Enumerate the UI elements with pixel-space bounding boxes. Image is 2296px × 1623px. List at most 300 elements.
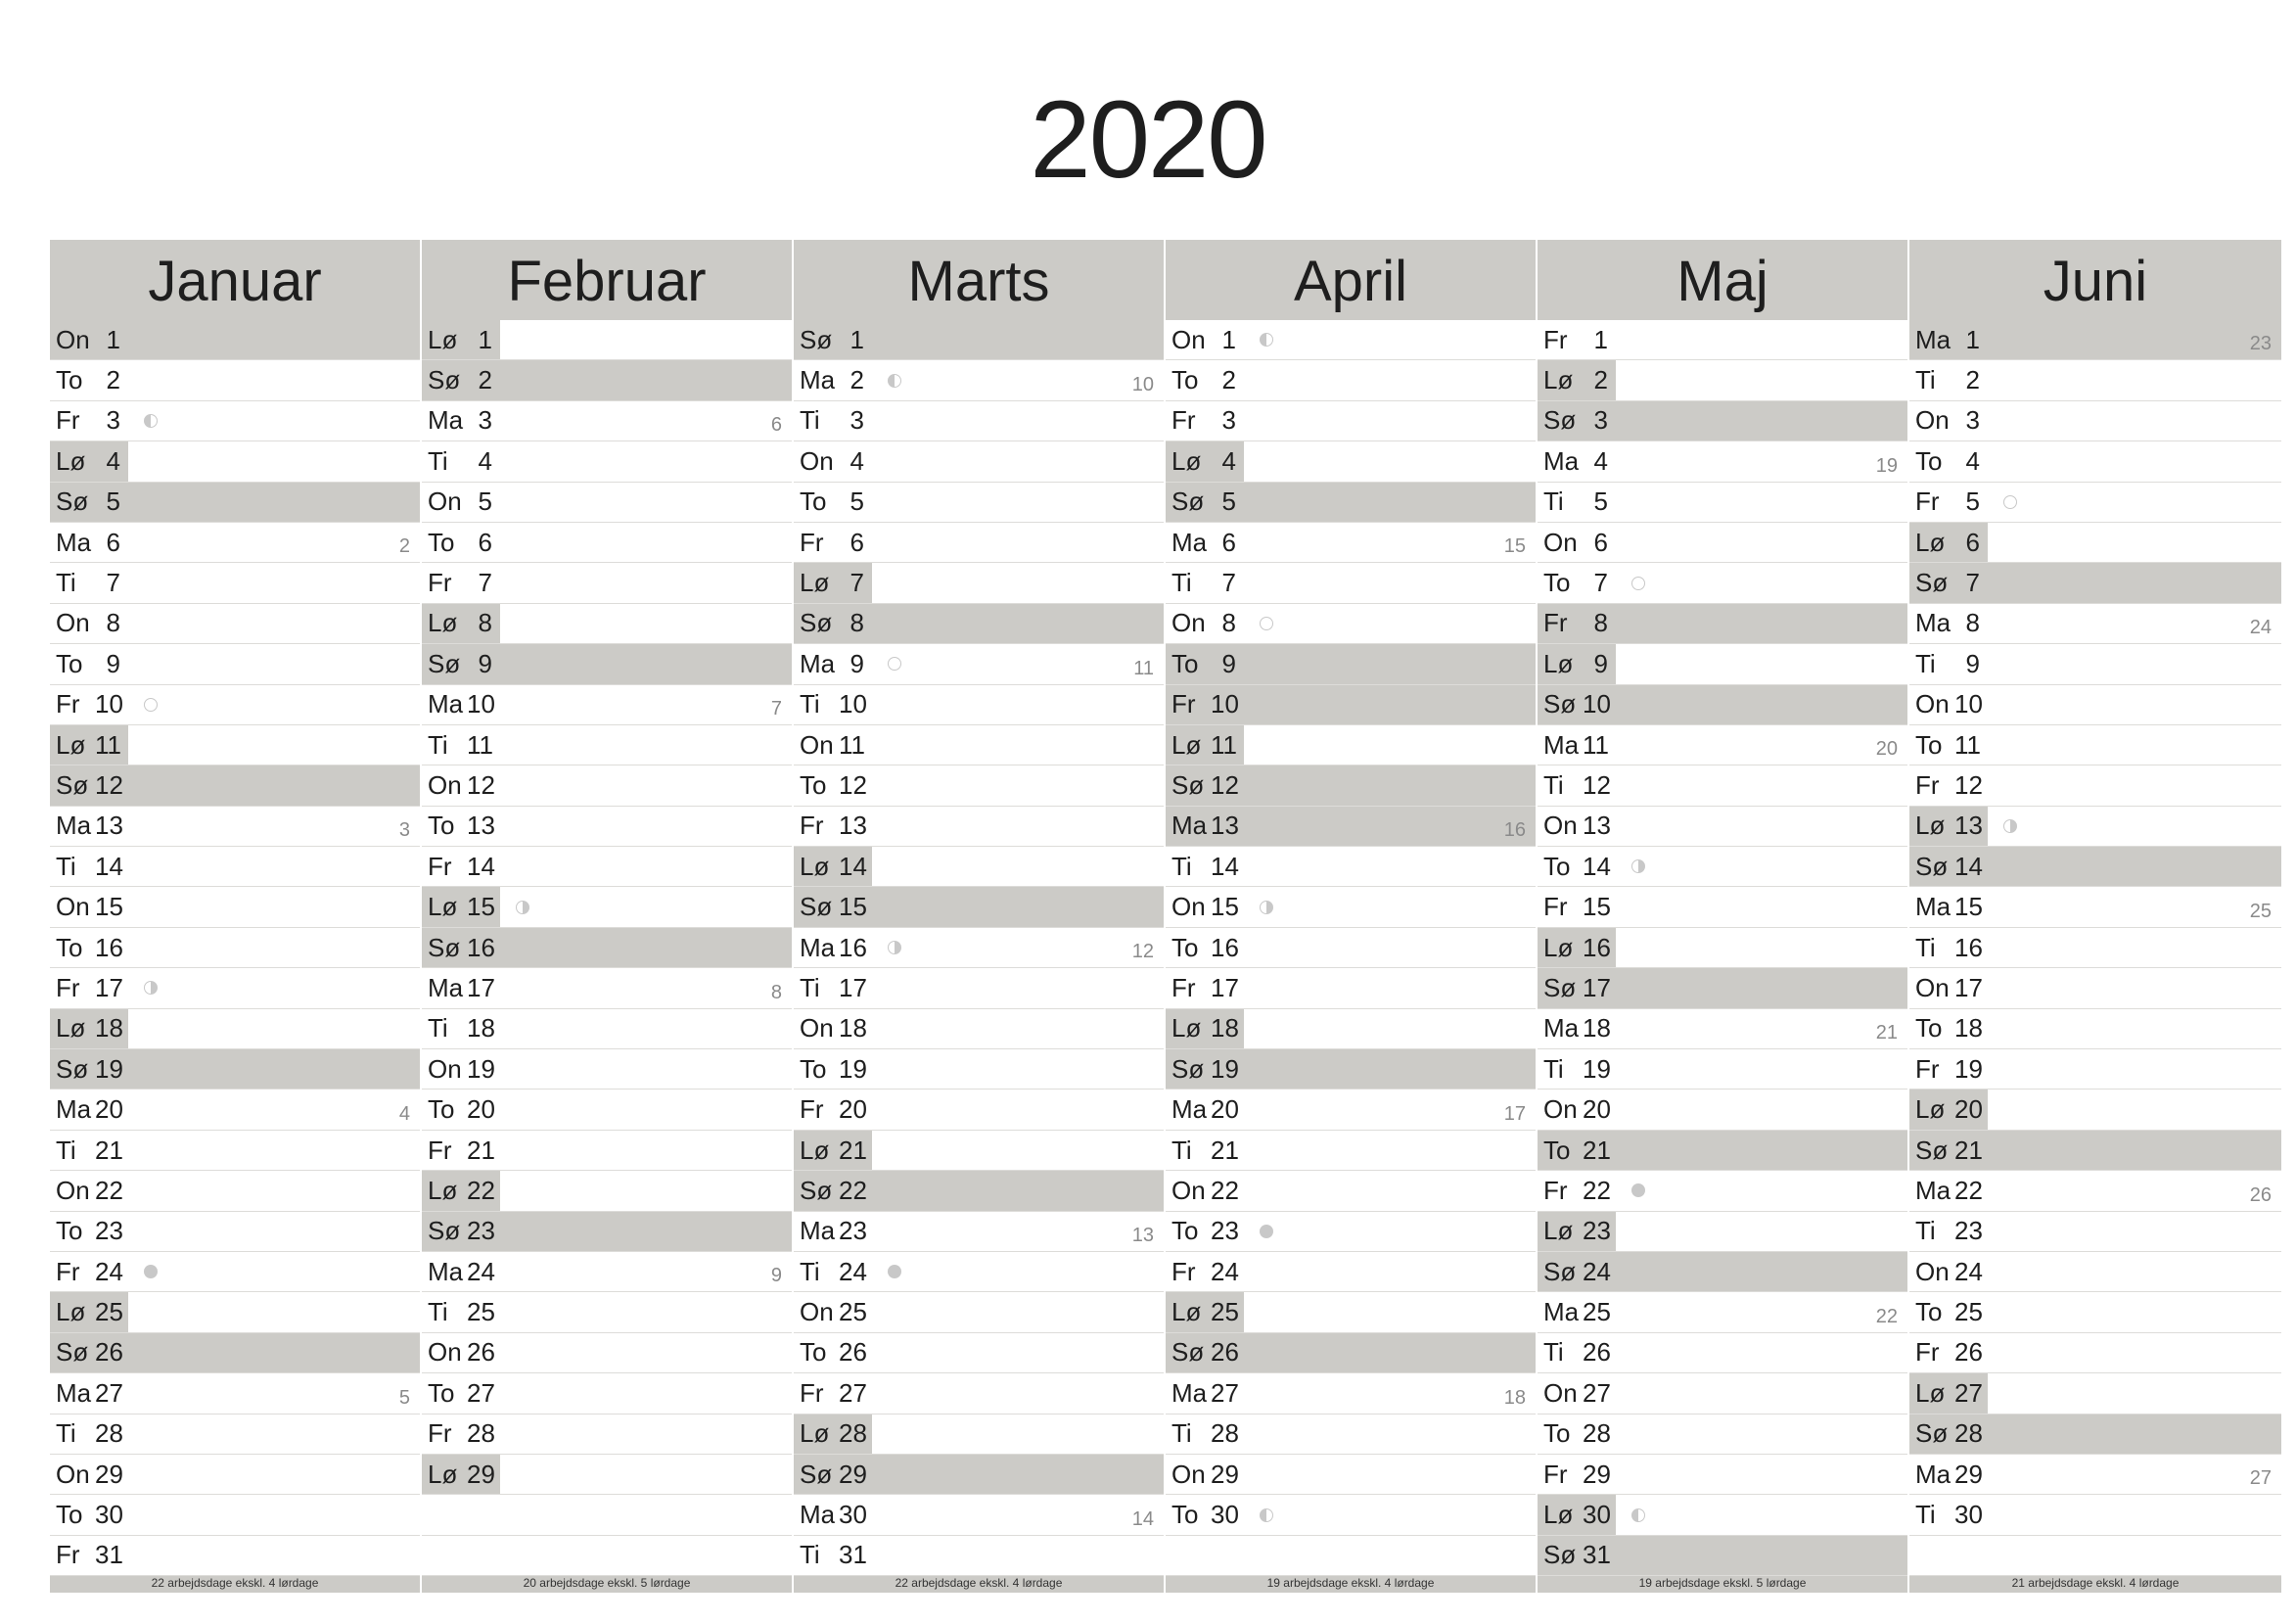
weekday-abbr: Ma: [56, 527, 92, 557]
day-row[interactable]: [1538, 1414, 1907, 1455]
weekday-abbr: Lø: [428, 608, 458, 638]
day-number: 7: [106, 568, 120, 598]
day-row[interactable]: [1166, 563, 1536, 603]
day-row[interactable]: [1909, 523, 2281, 563]
day-row[interactable]: [1166, 483, 1536, 523]
weekday-abbr: Ti: [1915, 648, 1936, 678]
day-row[interactable]: [1909, 1414, 2281, 1455]
weekday-abbr: On: [1171, 1175, 1206, 1205]
weekday-abbr: On: [428, 1337, 462, 1368]
day-label: [1166, 1131, 1244, 1170]
day-row[interactable]: [794, 807, 1164, 847]
day-row[interactable]: [794, 1495, 1164, 1535]
day-row[interactable]: [422, 725, 792, 765]
day-row[interactable]: [50, 1536, 420, 1576]
day-number: 6: [1965, 527, 1980, 557]
day-row[interactable]: [422, 1333, 792, 1373]
day-label: [1538, 1495, 1616, 1534]
day-row[interactable]: [1909, 725, 2281, 765]
day-row[interactable]: [50, 807, 420, 847]
day-row[interactable]: [1909, 1495, 2281, 1535]
day-row[interactable]: [794, 968, 1164, 1008]
day-row[interactable]: [422, 1292, 792, 1332]
day-row[interactable]: [50, 725, 420, 765]
day-label: [50, 1414, 128, 1454]
day-row[interactable]: [422, 1049, 792, 1090]
day-row[interactable]: [1538, 320, 1907, 360]
day-row[interactable]: [1538, 887, 1907, 927]
day-row[interactable]: [50, 685, 420, 725]
day-number: 29: [95, 1459, 123, 1489]
weekday-abbr: On: [56, 892, 90, 922]
day-row[interactable]: [794, 563, 1164, 603]
day-row[interactable]: [794, 725, 1164, 765]
day-row[interactable]: [1909, 847, 2281, 887]
weekday-abbr: Ti: [1543, 487, 1564, 517]
day-row[interactable]: [794, 320, 1164, 360]
day-row[interactable]: [1538, 644, 1907, 684]
day-row[interactable]: [794, 441, 1164, 482]
day-label: [1909, 968, 1988, 1007]
day-row[interactable]: [1538, 847, 1907, 887]
day-row[interactable]: [1166, 1495, 1536, 1535]
day-label: [1909, 1049, 1988, 1089]
day-row[interactable]: [1166, 1252, 1536, 1292]
day-row[interactable]: [422, 1212, 792, 1252]
day-row[interactable]: [1909, 1212, 2281, 1252]
day-row[interactable]: [1909, 1292, 2281, 1332]
day-row[interactable]: [1538, 1252, 1907, 1292]
day-row[interactable]: [794, 401, 1164, 441]
day-row[interactable]: [1166, 1131, 1536, 1171]
weekday-abbr: To: [1543, 851, 1571, 881]
day-row[interactable]: [1166, 1455, 1536, 1495]
day-row[interactable]: [1166, 604, 1536, 644]
weekday-abbr: Ma: [800, 648, 836, 678]
day-row[interactable]: [1166, 847, 1536, 887]
day-row[interactable]: [1909, 563, 2281, 603]
day-label: [1166, 725, 1244, 765]
day-row[interactable]: [1166, 968, 1536, 1008]
day-row[interactable]: [794, 1131, 1164, 1171]
day-row[interactable]: [422, 807, 792, 847]
day-row[interactable]: [1909, 604, 2281, 644]
weekday-abbr: On: [56, 608, 90, 638]
day-row[interactable]: [422, 401, 792, 441]
weekday-abbr: To: [800, 487, 827, 517]
day-row[interactable]: [1166, 1333, 1536, 1373]
weekday-abbr: Lø: [428, 1459, 458, 1489]
day-label: [50, 887, 128, 926]
day-row[interactable]: [1166, 1414, 1536, 1455]
day-number: 20: [1211, 1094, 1239, 1125]
day-row[interactable]: [1166, 685, 1536, 725]
day-row[interactable]: [50, 1171, 420, 1211]
moon-phase-full-icon: [1631, 577, 1645, 590]
day-row[interactable]: [1538, 765, 1907, 806]
weekday-abbr: Ma: [1543, 729, 1580, 760]
day-row[interactable]: [50, 320, 420, 360]
day-number: 28: [467, 1418, 495, 1449]
day-row[interactable]: [50, 1131, 420, 1171]
day-row[interactable]: [50, 1049, 420, 1090]
day-row[interactable]: [794, 1049, 1164, 1090]
weekday-abbr: Sø: [428, 1216, 461, 1246]
weekday-abbr: Ti: [1915, 1216, 1936, 1246]
day-label: [1909, 685, 1988, 724]
day-label: [794, 725, 872, 765]
day-row[interactable]: [1909, 1090, 2281, 1130]
day-row[interactable]: [1538, 563, 1907, 603]
day-number: 22: [1211, 1175, 1239, 1205]
week-number: 11: [1133, 657, 1154, 679]
day-number: 1: [1965, 324, 1980, 354]
day-row[interactable]: [422, 1414, 792, 1455]
day-label: [794, 1009, 872, 1048]
day-row[interactable]: [794, 1009, 1164, 1049]
day-row[interactable]: [794, 483, 1164, 523]
week-number: 26: [2249, 1183, 2272, 1206]
day-row[interactable]: [1538, 1373, 1907, 1414]
day-row[interactable]: [1538, 1333, 1907, 1373]
day-row[interactable]: [1909, 320, 2281, 360]
day-row[interactable]: [794, 523, 1164, 563]
day-row[interactable]: [422, 1455, 792, 1495]
day-row[interactable]: [794, 1252, 1164, 1292]
week-number: 23: [2249, 333, 2272, 355]
day-number: 16: [1954, 932, 1983, 962]
day-row[interactable]: [1166, 441, 1536, 482]
day-number: 28: [839, 1418, 867, 1449]
weekday-abbr: Ti: [428, 729, 448, 760]
day-row[interactable]: [1909, 1333, 2281, 1373]
day-row[interactable]: [1538, 441, 1907, 482]
day-number: 11: [1954, 729, 1981, 760]
day-row[interactable]: [1166, 320, 1536, 360]
day-number: 26: [467, 1337, 495, 1368]
day-row[interactable]: [50, 644, 420, 684]
day-row[interactable]: [1909, 1131, 2281, 1171]
day-row[interactable]: [1166, 523, 1536, 563]
day-label: [1538, 1009, 1616, 1048]
weekday-abbr: Lø: [1543, 932, 1574, 962]
day-row[interactable]: [794, 765, 1164, 806]
day-number: 6: [106, 527, 120, 557]
day-row[interactable]: [1166, 1090, 1536, 1130]
weekday-abbr: On: [56, 1459, 90, 1489]
day-row[interactable]: [422, 441, 792, 482]
day-row[interactable]: [1166, 725, 1536, 765]
day-row[interactable]: [1909, 765, 2281, 806]
day-row[interactable]: [794, 1090, 1164, 1130]
day-row[interactable]: [1909, 1373, 2281, 1414]
day-row[interactable]: [422, 523, 792, 563]
day-number: 10: [467, 689, 495, 719]
day-row[interactable]: [422, 1009, 792, 1049]
day-row[interactable]: [1909, 887, 2281, 927]
day-number: 28: [1583, 1418, 1611, 1449]
day-row[interactable]: [422, 563, 792, 603]
day-row[interactable]: [1166, 1212, 1536, 1252]
day-row[interactable]: [1909, 928, 2281, 968]
day-row[interactable]: [1909, 807, 2281, 847]
moon-phase-full-icon: [144, 698, 158, 712]
moon-phase-full-icon: [2003, 495, 2017, 509]
day-row[interactable]: [794, 360, 1164, 400]
day-row[interactable]: [1538, 604, 1907, 644]
day-label: [794, 523, 872, 562]
day-row[interactable]: [794, 1455, 1164, 1495]
weekday-abbr: Fr: [1543, 608, 1568, 638]
week-number: 13: [1131, 1224, 1154, 1246]
day-row[interactable]: [1166, 807, 1536, 847]
day-number: 7: [478, 568, 492, 598]
day-row[interactable]: [794, 1171, 1164, 1211]
weekday-abbr: On: [428, 769, 462, 800]
day-row[interactable]: [422, 1373, 792, 1414]
day-row[interactable]: [50, 1292, 420, 1332]
day-row[interactable]: [1538, 1009, 1907, 1049]
day-row[interactable]: [1538, 1212, 1907, 1252]
weekday-abbr: To: [1543, 1418, 1571, 1449]
day-row[interactable]: [422, 604, 792, 644]
day-row[interactable]: [50, 1009, 420, 1049]
day-number: 5: [1221, 487, 1236, 517]
day-row[interactable]: [1538, 401, 1907, 441]
day-row[interactable]: [794, 1373, 1164, 1414]
day-row[interactable]: [1538, 1292, 1907, 1332]
day-label: [1909, 725, 1988, 765]
day-label: [794, 1373, 872, 1413]
day-row[interactable]: [794, 847, 1164, 887]
weekday-abbr: Fr: [1171, 1256, 1196, 1286]
day-row[interactable]: [1909, 360, 2281, 400]
day-label: [422, 360, 500, 399]
weekday-abbr: To: [800, 769, 827, 800]
day-number: 23: [839, 1216, 867, 1246]
day-row[interactable]: [794, 928, 1164, 968]
day-label: [50, 360, 128, 399]
day-label: [1166, 1171, 1244, 1210]
weekday-abbr: To: [1171, 365, 1199, 395]
day-row[interactable]: [422, 685, 792, 725]
day-number: 26: [1954, 1337, 1983, 1368]
weekday-abbr: On: [428, 1053, 462, 1084]
day-number: 11: [95, 729, 121, 760]
day-row[interactable]: [1166, 1009, 1536, 1049]
day-row[interactable]: [50, 887, 420, 927]
day-row[interactable]: [1538, 1455, 1907, 1495]
weekday-abbr: On: [1543, 1094, 1578, 1125]
day-row[interactable]: [1166, 1171, 1536, 1211]
day-row[interactable]: [50, 1212, 420, 1252]
weekday-abbr: Fr: [1915, 769, 1940, 800]
weekday-abbr: Ma: [800, 932, 836, 962]
day-row[interactable]: [50, 483, 420, 523]
day-row[interactable]: [50, 1414, 420, 1455]
day-row[interactable]: [422, 887, 792, 927]
day-row[interactable]: [1909, 1252, 2281, 1292]
day-row[interactable]: [50, 1090, 420, 1130]
day-row[interactable]: [1166, 1049, 1536, 1090]
day-row[interactable]: [50, 847, 420, 887]
day-row[interactable]: [794, 685, 1164, 725]
day-row[interactable]: [1538, 685, 1907, 725]
day-number: 21: [95, 1135, 123, 1165]
day-label: [1166, 320, 1244, 359]
day-row[interactable]: [422, 765, 792, 806]
day-number: 14: [1211, 851, 1239, 881]
day-row[interactable]: [794, 644, 1164, 684]
day-row[interactable]: [1538, 1090, 1907, 1130]
day-row[interactable]: [422, 1171, 792, 1211]
day-row[interactable]: [1166, 644, 1536, 684]
day-row[interactable]: [1166, 360, 1536, 400]
day-row[interactable]: [422, 1252, 792, 1292]
day-label: [794, 563, 872, 602]
day-row[interactable]: [794, 1212, 1164, 1252]
weekday-abbr: Lø: [56, 1297, 86, 1327]
day-row[interactable]: [50, 563, 420, 603]
day-row[interactable]: [1909, 483, 2281, 523]
day-number: 30: [1954, 1500, 1983, 1530]
day-row[interactable]: [1909, 441, 2281, 482]
day-number: 24: [1211, 1256, 1239, 1286]
day-row[interactable]: [50, 441, 420, 482]
day-label: [1538, 1455, 1616, 1494]
day-number: 16: [1583, 932, 1611, 962]
day-label: [1909, 523, 1988, 562]
weekday-abbr: To: [1543, 1135, 1571, 1165]
day-label: [422, 1009, 500, 1048]
day-row[interactable]: [1538, 360, 1907, 400]
day-row[interactable]: [1909, 1455, 2281, 1495]
day-label: [794, 1292, 872, 1331]
day-number: 28: [95, 1418, 123, 1449]
day-row[interactable]: [1166, 928, 1536, 968]
day-row[interactable]: [1166, 765, 1536, 806]
day-row[interactable]: [1909, 644, 2281, 684]
day-row[interactable]: [50, 1373, 420, 1414]
day-row[interactable]: [50, 360, 420, 400]
day-row[interactable]: [50, 604, 420, 644]
day-label: [1909, 1131, 1988, 1170]
day-row[interactable]: [1538, 725, 1907, 765]
day-row[interactable]: [50, 765, 420, 806]
day-row[interactable]: [50, 1333, 420, 1373]
moon-phase-full-icon: [888, 657, 901, 671]
day-label: [1538, 644, 1616, 683]
weekday-abbr: Lø: [1915, 527, 1946, 557]
day-row[interactable]: [1538, 968, 1907, 1008]
weekday-abbr: Lø: [1171, 445, 1202, 476]
weekday-abbr: Sø: [1915, 568, 1949, 598]
day-label: [50, 1455, 128, 1494]
day-row[interactable]: [50, 1495, 420, 1535]
weekday-abbr: Ti: [1171, 851, 1192, 881]
day-row[interactable]: [794, 887, 1164, 927]
day-row[interactable]: [1538, 1131, 1907, 1171]
day-row[interactable]: [1166, 401, 1536, 441]
day-number: 18: [839, 1013, 867, 1043]
day-number: 9: [1593, 648, 1608, 678]
day-row[interactable]: [1909, 968, 2281, 1008]
day-number: 17: [839, 972, 867, 1002]
day-row[interactable]: [1166, 887, 1536, 927]
day-row[interactable]: [1538, 523, 1907, 563]
day-row[interactable]: [422, 483, 792, 523]
day-number: 27: [467, 1377, 495, 1408]
day-row[interactable]: [794, 1536, 1164, 1576]
day-row[interactable]: [50, 401, 420, 441]
day-row[interactable]: [1909, 1171, 2281, 1211]
day-row[interactable]: [1538, 1049, 1907, 1090]
day-row[interactable]: [1538, 483, 1907, 523]
day-row[interactable]: [422, 360, 792, 400]
moon-phase-last-icon: [516, 901, 529, 914]
weekday-abbr: Sø: [1915, 1135, 1949, 1165]
day-row[interactable]: [1166, 1373, 1536, 1414]
day-label: [1166, 1212, 1244, 1251]
day-row[interactable]: [1166, 1292, 1536, 1332]
day-label: [50, 1292, 128, 1331]
day-row[interactable]: [422, 968, 792, 1008]
day-row[interactable]: [422, 644, 792, 684]
day-row[interactable]: [1538, 1536, 1907, 1576]
moon-phase-last-icon: [1631, 859, 1645, 873]
day-row[interactable]: [422, 320, 792, 360]
day-row[interactable]: [422, 1090, 792, 1130]
day-row[interactable]: [1538, 1495, 1907, 1535]
day-row[interactable]: [794, 1292, 1164, 1332]
day-row[interactable]: [422, 1131, 792, 1171]
day-number: 3: [1221, 405, 1236, 436]
day-label: [1166, 887, 1244, 926]
day-row[interactable]: [422, 847, 792, 887]
day-row[interactable]: [50, 968, 420, 1008]
day-label: [1538, 320, 1616, 359]
day-row[interactable]: [1909, 401, 2281, 441]
day-number: 27: [839, 1377, 867, 1408]
day-row[interactable]: [50, 928, 420, 968]
day-row[interactable]: [794, 1333, 1164, 1373]
day-number: 20: [1583, 1094, 1611, 1125]
day-label: [1909, 1090, 1988, 1129]
day-row[interactable]: [1538, 1171, 1907, 1211]
day-number: 1: [1221, 324, 1236, 354]
day-number: 14: [1583, 851, 1611, 881]
day-row[interactable]: [50, 1252, 420, 1292]
day-row[interactable]: [50, 1455, 420, 1495]
weekday-abbr: Ma: [428, 972, 464, 1002]
day-row[interactable]: [422, 928, 792, 968]
day-row[interactable]: [1538, 928, 1907, 968]
day-row[interactable]: [794, 604, 1164, 644]
day-row[interactable]: [1909, 685, 2281, 725]
weekday-abbr: Sø: [428, 365, 461, 395]
day-number: 8: [1965, 608, 1980, 638]
day-row[interactable]: [1909, 1009, 2281, 1049]
day-row[interactable]: [50, 523, 420, 563]
day-row[interactable]: [1909, 1049, 2281, 1090]
weekday-abbr: Ma: [56, 1377, 92, 1408]
day-row[interactable]: [794, 1414, 1164, 1455]
weekday-abbr: Sø: [800, 1459, 833, 1489]
day-label: [794, 1333, 872, 1372]
day-number: 25: [1954, 1297, 1983, 1327]
weekday-abbr: Ma: [800, 1500, 836, 1530]
day-row[interactable]: [1538, 807, 1907, 847]
